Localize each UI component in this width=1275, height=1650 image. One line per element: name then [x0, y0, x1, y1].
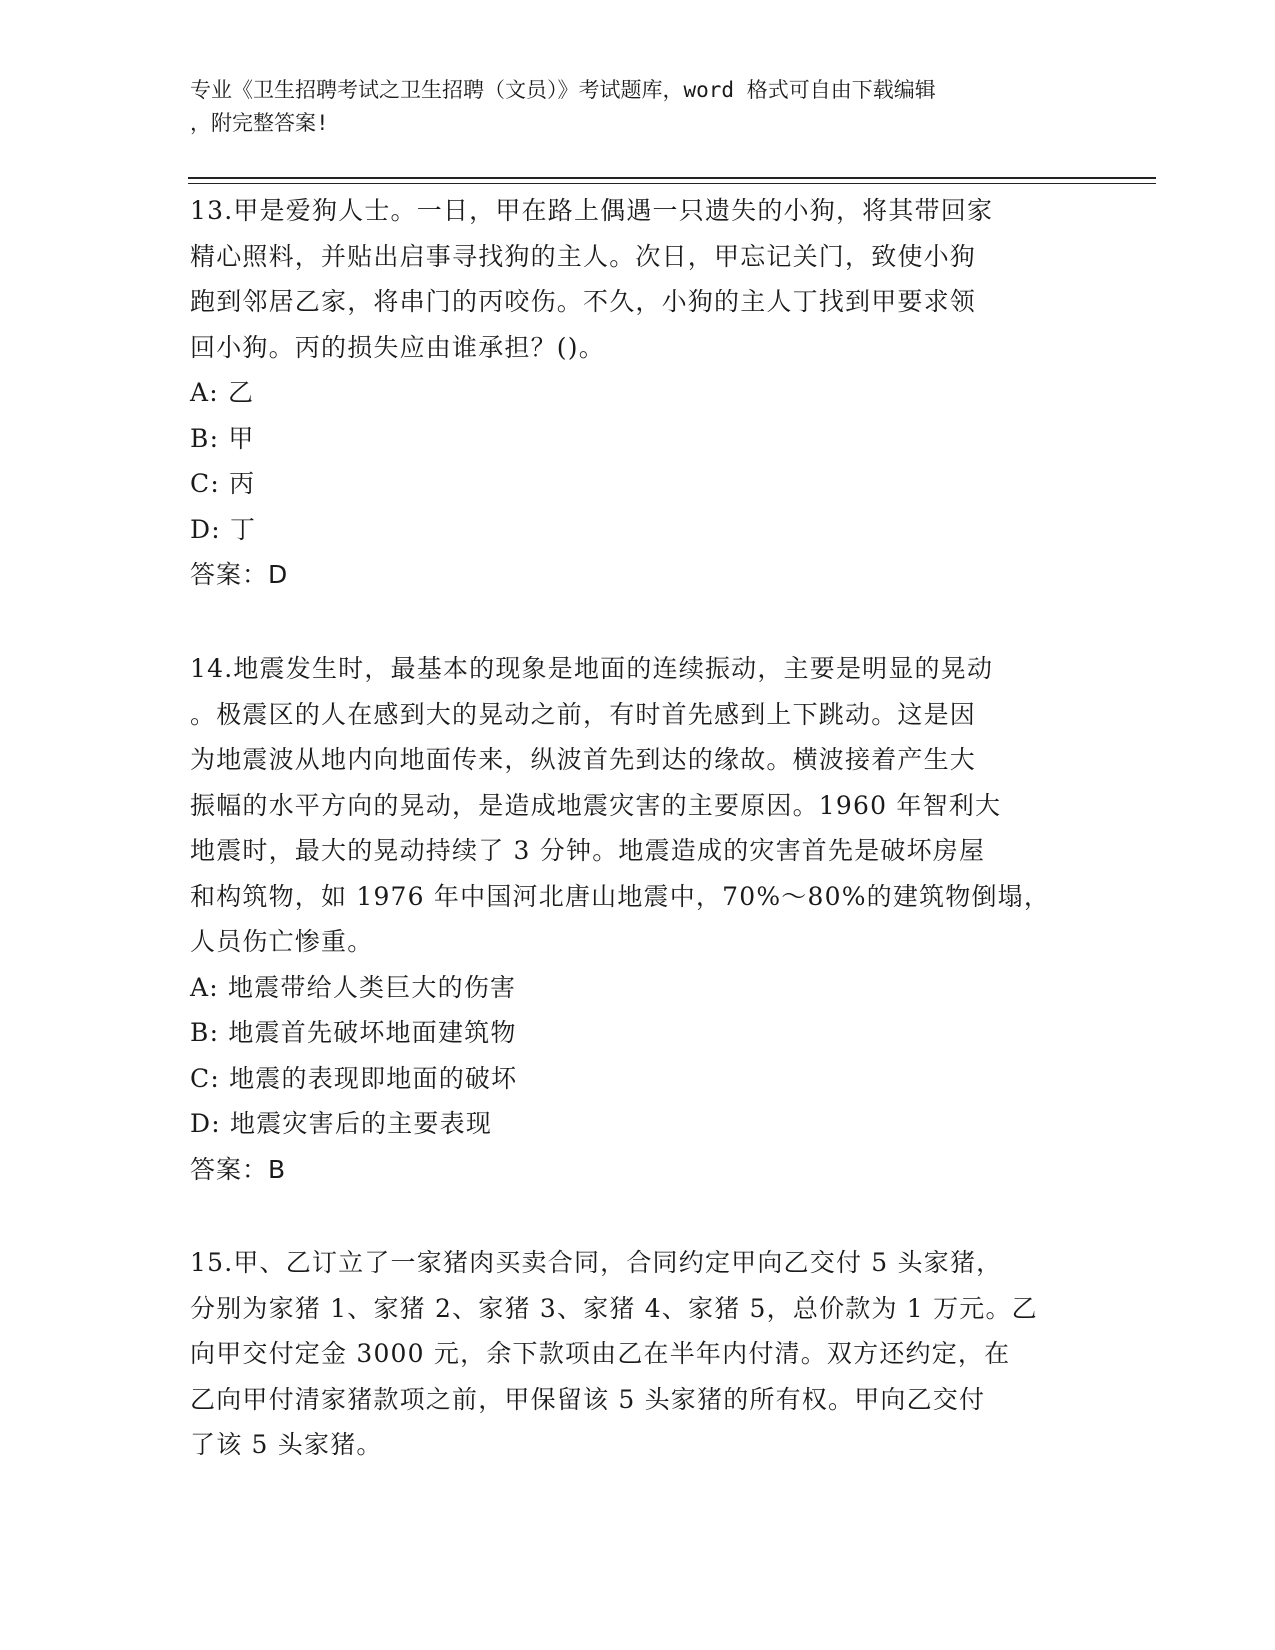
option-b: B: 地震首先破坏地面建筑物 — [190, 1018, 517, 1047]
question-stem-line: 人员伤亡惨重。 — [190, 927, 374, 956]
option-c: C: 丙 — [190, 469, 256, 498]
question-14 — [190, 646, 1090, 1192]
document-header — [190, 74, 1090, 140]
question-stem-line: 回小狗。丙的损失应由谁承担？()。 — [190, 332, 605, 362]
answer-line: 答案：B — [190, 1154, 287, 1184]
question-stem-line: 13.甲是爱狗人士。一日，甲在路上偶遇一只遗失的小狗，将其带回家 — [190, 196, 994, 225]
question-stem-line: 振幅的水平方向的晃动，是造成地震灾害的主要原因。1960 年智利大 — [190, 790, 1002, 820]
answer-line: 答案：D — [190, 560, 289, 589]
question-stem-line: 跑到邻居乙家，将串门的丙咬伤。不久，小狗的主人丁找到甲要求领 — [190, 287, 977, 316]
option-b: B: 甲 — [190, 423, 255, 453]
question-13 — [190, 188, 1090, 598]
question-stem-line: 为地震波从地内向地面传来，纵波首先到达的缘故。横波接着产生大 — [190, 745, 977, 774]
header-line-1: 专业《卫生招聘考试之卫生招聘（文员）》考试题库，word 格式可自由下载编辑 — [190, 78, 936, 102]
question-stem-line: 。极震区的人在感到大的晃动之前，有时首先感到上下跳动。这是因 — [190, 699, 977, 729]
header-divider-thick — [188, 177, 1156, 179]
option-c: C: 地震的表现即地面的破坏 — [190, 1063, 518, 1093]
option-a: A: 地震带给人类巨大的伤害 — [190, 972, 517, 1002]
question-stem-line: 14.地震发生时，最基本的现象是地面的连续振动，主要是明显的晃动 — [190, 654, 994, 683]
question-stem-line: 15.甲、乙订立了一家猪肉买卖合同，合同约定甲向乙交付 5 头家猪， — [190, 1248, 1003, 1277]
question-stem-line: 向甲交付定金 3000 元，余下款项由乙在半年内付清。双方还约定，在 — [190, 1339, 1011, 1368]
question-stem-line: 了该 5 头家猪。 — [190, 1430, 383, 1459]
question-15 — [190, 1240, 1090, 1468]
option-d: D: 地震灾害后的主要表现 — [190, 1109, 493, 1138]
option-d: D: 丁 — [190, 514, 257, 544]
question-stem-line: 和构筑物，如 1976 年中国河北唐山地震中，70%～80%的建筑物倒塌， — [190, 881, 1051, 911]
question-stem-line: 乙向甲付清家猪款项之前，甲保留该 5 头家猪的所有权。甲向乙交付 — [190, 1384, 986, 1414]
header-divider-thin — [188, 183, 1156, 184]
question-stem-line: 精心照料，并贴出启事寻找狗的主人。次日，甲忘记关门，致使小狗 — [190, 241, 977, 271]
option-a: A: 乙 — [190, 378, 255, 407]
question-stem-line: 地震时，最大的晃动持续了 3 分钟。地震造成的灾害首先是破坏房屋 — [190, 836, 986, 865]
header-line-2: ，附完整答案! — [190, 111, 329, 135]
question-stem-line: 分别为家猪 1、家猪 2、家猪 3、家猪 4、家猪 5，总价款为 1 万元。乙 — [190, 1293, 1038, 1323]
